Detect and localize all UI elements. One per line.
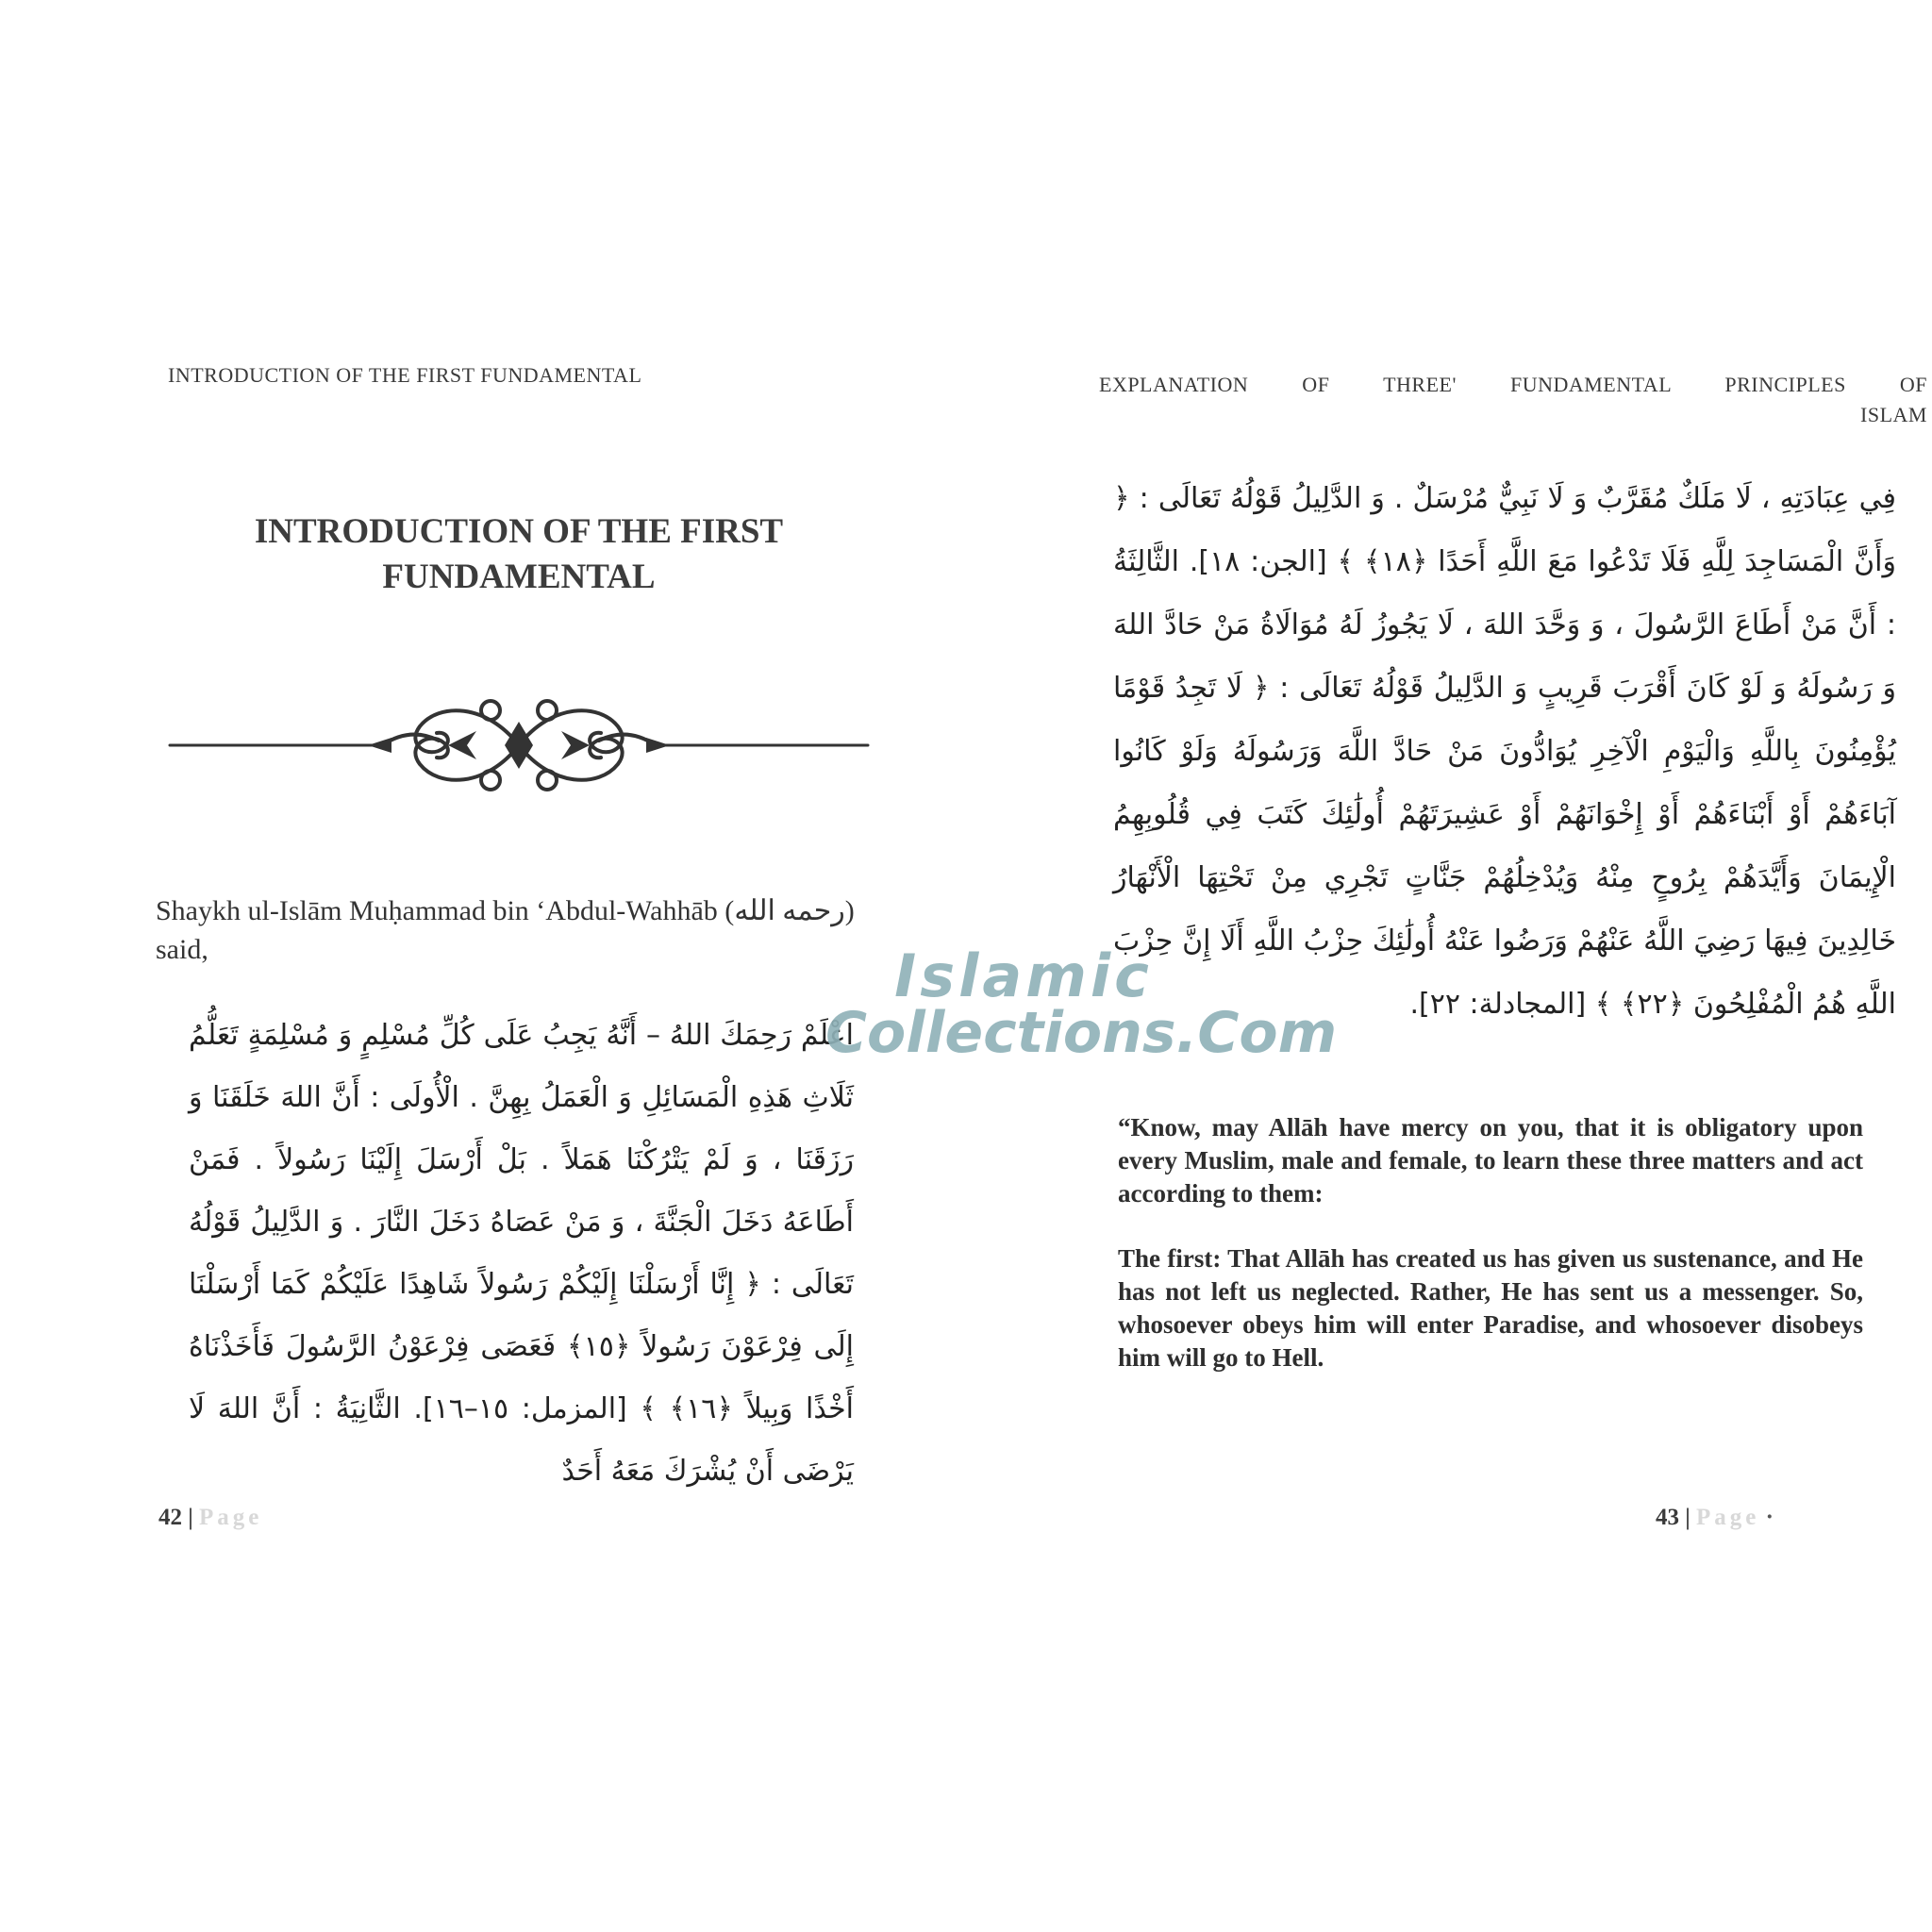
arabic-text-right: فِي عِبَادَتِهِ ، لَا مَلَكٌ مُقَرَّبٌ وَ لَا نَبِيٌّ مُرْسَلٌ . وَ الدَّلِيلُ قَوْلُهُ تَعَالَى : ﴿ وَأَنَّ الْمَسَاجِدَ لِلَّهِ فَلَا تَدْعُوا مَعَ اللَّهِ أَحَدًا ﴿١٨﴾ ﴾ [الجن: ١٨]. الثَّالِثَةُ : أَنَّ مَنْ أَطَاعَ الرَّسُولَ ، وَ وَحَّدَ اللهَ ، لَا يَجُوزُ لَهُ مُوَالَاةُ مَنْ حَادَّ اللهَ وَ رَسُولَهُ وَ لَوْ كَانَ أَقْرَبَ قَرِيبٍ وَ الدَّلِيلُ قَوْلُهُ تَعَالَى : ﴿ لَا تَجِدُ قَوْمًا يُؤْمِنُونَ بِاللَّهِ وَالْيَوْمِ الْآخِرِ يُوَادُّونَ مَنْ حَادَّ اللَّهَ وَرَسُولَهُ وَلَوْ كَانُوا آبَاءَهُمْ أَوْ أَبْنَاءَهُمْ أَوْ إِخْوَانَهُمْ أَوْ عَشِيرَتَهُمْ أُولَٰئِكَ كَتَبَ فِي قُلُوبِهِمُ الْإِيمَانَ وَأَيَّدَهُمْ بِرُوحٍ مِنْهُ وَيُدْخِلُهُمْ جَنَّاتٍ تَجْرِي مِنْ تَحْتِهَا الْأَنْهَارُ خَالِدِينَ فِيهَا رَضِيَ اللَّهُ عَنْهُمْ وَرَضُوا عَنْهُ أُولَٰئِكَ حِزْبُ اللَّهِ أَلَا إِنَّ حِزْبَ اللَّهِ هُمُ الْمُفْلِحُونَ ﴿٢٢﴾ ﴾ [المجادلة: ٢٢]. [1113, 482, 1896, 1021]
arabic-text-left: اعْلَمْ رَحِمَكَ اللهُ – أَنَّهُ يَجِبُ عَلَى كُلِّ مُسْلِمٍ وَ مُسْلِمَةٍ تَعَلُّمُ ثَلَاثِ هَذِهِ الْمَسَائِلِ وَ الْعَمَلُ بِهِنَّ . الْأُولَى : أَنَّ اللهَ خَلَقَنَا وَ رَزَقَنَا ، وَ لَمْ يَتْرُكْنَا هَمَلاً . بَلْ أَرْسَلَ إِلَيْنَا رَسُولاً . فَمَنْ أَطَاعَهُ دَخَلَ الْجَنَّةَ ، وَ مَنْ عَصَاهُ دَخَلَ النَّارَ . وَ الدَّلِيلُ قَوْلُهُ تَعَالَى : ﴿ إِنَّا أَرْسَلْنَا إِلَيْكُمْ رَسُولاً شَاهِدًا عَلَيْكُمْ كَمَا أَرْسَلْنَا إِلَى فِرْعَوْنَ رَسُولاً ﴿١٥﴾ فَعَصَى فِرْعَوْنُ الرَّسُولَ فَأَخَذْنَاهُ أَخْذًا وَبِيلاً ﴿١٦﴾ ﴾ [المزمل: ١٥–١٦]. الثَّانِيَةُ : أَنَّ اللهَ لَا يَرْضَى أَنْ يُشْرَكَ مَعَهُ أَحَدٌ [189, 1019, 855, 1488]
page-word: Page [199, 1505, 263, 1530]
page-number-value: 42 [158, 1505, 182, 1530]
watermark-line1: Islamic [894, 941, 1153, 1010]
right-running-head-line1: EXPLANATION OF THREE' FUNDAMENTAL PRINCIPLES OF [1099, 373, 1927, 396]
chapter-title: INTRODUCTION OF THE FIRST FUNDAMENTAL [254, 512, 784, 596]
right-running-head-line2: ISLAM [1860, 403, 1927, 426]
author-intro: Shaykh ul-Islām Muḥammad bin ‘Abdul-Wahhāb (رحمه الله) said, [156, 895, 855, 965]
right-running-head [1099, 370, 1927, 430]
translation-paragraph-1: “Know, may Allāh have mercy on you, that it is obligatory upon every Muslim, male and female, to learn these three matters and act according to them: [1118, 1113, 1863, 1208]
ornament-divider-icon [165, 693, 873, 797]
watermark-logo [797, 941, 1338, 1066]
page-number-right: 43 | Page · [1656, 1505, 1774, 1530]
page-number-value: 43 [1656, 1505, 1679, 1530]
page-number-left: 42 | Page [158, 1505, 263, 1530]
left-running-head: INTRODUCTION OF THE FIRST FUNDAMENTAL [168, 363, 642, 387]
page-word: Page [1696, 1505, 1760, 1530]
watermark-line2: Collections.Com [825, 1000, 1338, 1066]
translation-paragraph-2: The first: That Allāh has created us has given us sustenance, and He has not left us neglected. Rather, He has sent us a messenger. So, whosoever obeys him will enter Paradise, and whosoever disobeys him will go to Hell. [1118, 1244, 1863, 1372]
